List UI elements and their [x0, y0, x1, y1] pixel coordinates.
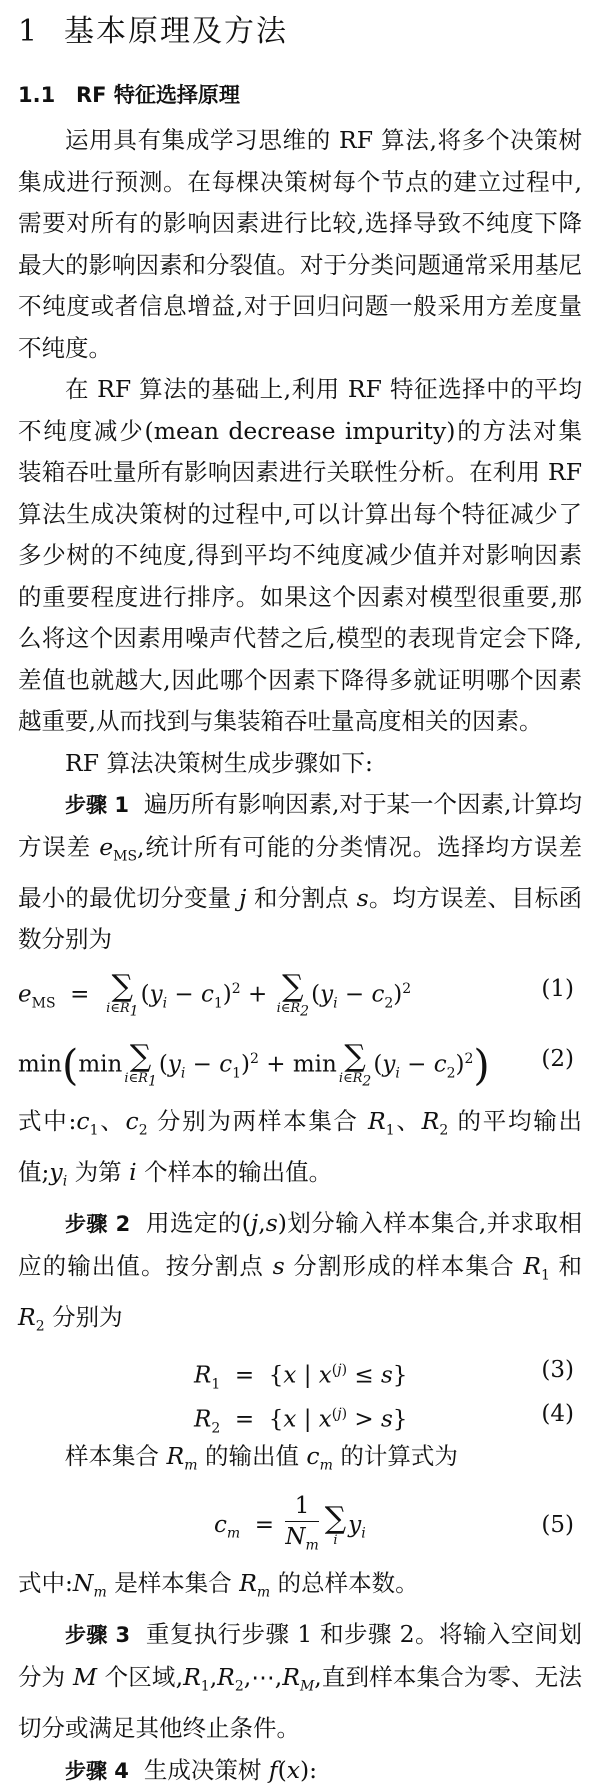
- paragraph-2: 在 RF 算法的基础上,利用 RF 特征选择中的平均不纯度减少(mean decrease impurity)的方法对集装箱吞吐量所有影响因素进行关联性分析。在利用 RF 算法生成决策树的过程中,可以计算出每个特征减少了多少树的不纯度,得到平均不纯度减少值并对影响因素的重要程度进行排序。如果这个因素对模型很重要,那么将这个因素用噪声代替之后,模型的表现肯定会下降,差值也就越大,因此哪个因素下降得多就证明哪个因素越重要,从而找到与集装箱吞吐量高度相关的因素。: [18, 369, 582, 743]
- step-2: 步骤 2 用选定的(j,s)划分输入样本集合,并求取相应的输出值。按分割点 s 分割形成的样本集合 $R_1$ 和 $R_2$ 分别为: [18, 1203, 582, 1348]
- step-4-label: 步骤 4: [65, 1759, 129, 1783]
- section-title: 基本原理及方法: [64, 14, 288, 49]
- equation-2: min(min ∑ $i\in R_1$ $(y_i - c_1)^2 + \min$ ∑ $i\in R_2$ $(y_i - c_2)^2$) (2): [18, 1031, 582, 1101]
- equation-number: (5): [541, 1487, 574, 1563]
- sum-symbol: ∑ $i\in R_2$: [277, 972, 310, 1019]
- equation-number: (3): [541, 1348, 574, 1392]
- step-3: 步骤 3 重复执行步骤 1 和步骤 2。将输入空间划分为 M 个区域$,R_1,R_2,\cdots,R_M$,直到样本集合为零、无法切分或满足其他终止条件。: [18, 1614, 582, 1749]
- paragraph-1: 运用具有集成学习思维的 RF 算法,将多个决策树集成进行预测。在每棵决策树每个节点的建立过程中,需要对所有的影响因素进行比较,选择导致不纯度下降最大的影响因素和分裂值。对于分类问题通常采用基尼不纯度或者信息增益,对于回归问题一般采用方差度量不纯度。: [18, 120, 582, 369]
- equation-3: $R_1 = \{x$ | $x^{(j)} \le s$} (3): [18, 1348, 582, 1392]
- step-3-label: 步骤 3: [65, 1623, 130, 1647]
- where-clause-1: 式中$:c_1$、$c_2$ 分别为两样本集合 $R_1$、$R_2$ 的平均输出值$;y_i$ 为第 i 个样本的输出值。: [18, 1101, 582, 1203]
- output-value-sentence: 样本集合 $R_m$ 的输出值 $c_m$ 的计算式为: [18, 1436, 582, 1487]
- section-heading: [18, 0, 582, 64]
- step-1-label: 步骤 1: [65, 793, 129, 817]
- sum-symbol: ∑ $i\in R_1$: [124, 1042, 157, 1089]
- sum-symbol: ∑ $i\in R_2$: [339, 1042, 372, 1089]
- equation-number: (4): [541, 1392, 574, 1436]
- where-clause-2: 式中$:N_m$ 是样本集合 $R_m$ 的总样本数。: [18, 1563, 582, 1614]
- fraction: $\frac{1}{N_m}$: [285, 1491, 318, 1561]
- sum-symbol: ∑ i: [325, 1504, 346, 1548]
- section-number: 1: [18, 8, 64, 56]
- equation-5: $c_m$ = $\frac{1}{N_m}$ ∑ i $y_i$ (5): [18, 1487, 582, 1563]
- equation-1: $e_{MS}$ = ∑ $i\in R_1$ $(y_i - c_1)^2$ + ∑ $i\in R_2$ $(y_i - c_2)^2$ (1): [18, 961, 582, 1031]
- step-2-label: 步骤 2: [65, 1212, 130, 1236]
- step-4: 步骤 4 生成决策树 f(x):: [18, 1750, 582, 1792]
- step-1: 步骤 1 遍历所有影响因素,对于某一个因素,计算均方误差 $e_{MS}$,统计所有可能的分类情况。选择均方误差最小的最优切分变量 j 和分割点 s。均方误差、目标函数分别为: [18, 784, 582, 961]
- equation-number: (1): [541, 961, 574, 1017]
- subsection-heading: [18, 70, 582, 120]
- subsection-number: 1.1: [18, 70, 76, 120]
- equation-number: (2): [541, 1031, 574, 1087]
- sum-symbol: ∑ $i\in R_1$: [106, 972, 139, 1019]
- paragraph-3: RF 算法决策树生成步骤如下:: [18, 743, 582, 785]
- equation-4: $R_2 = \{x$ | $x^{(j)} > s$} (4): [18, 1392, 582, 1436]
- subsection-title: RF 特征选择原理: [76, 83, 240, 107]
